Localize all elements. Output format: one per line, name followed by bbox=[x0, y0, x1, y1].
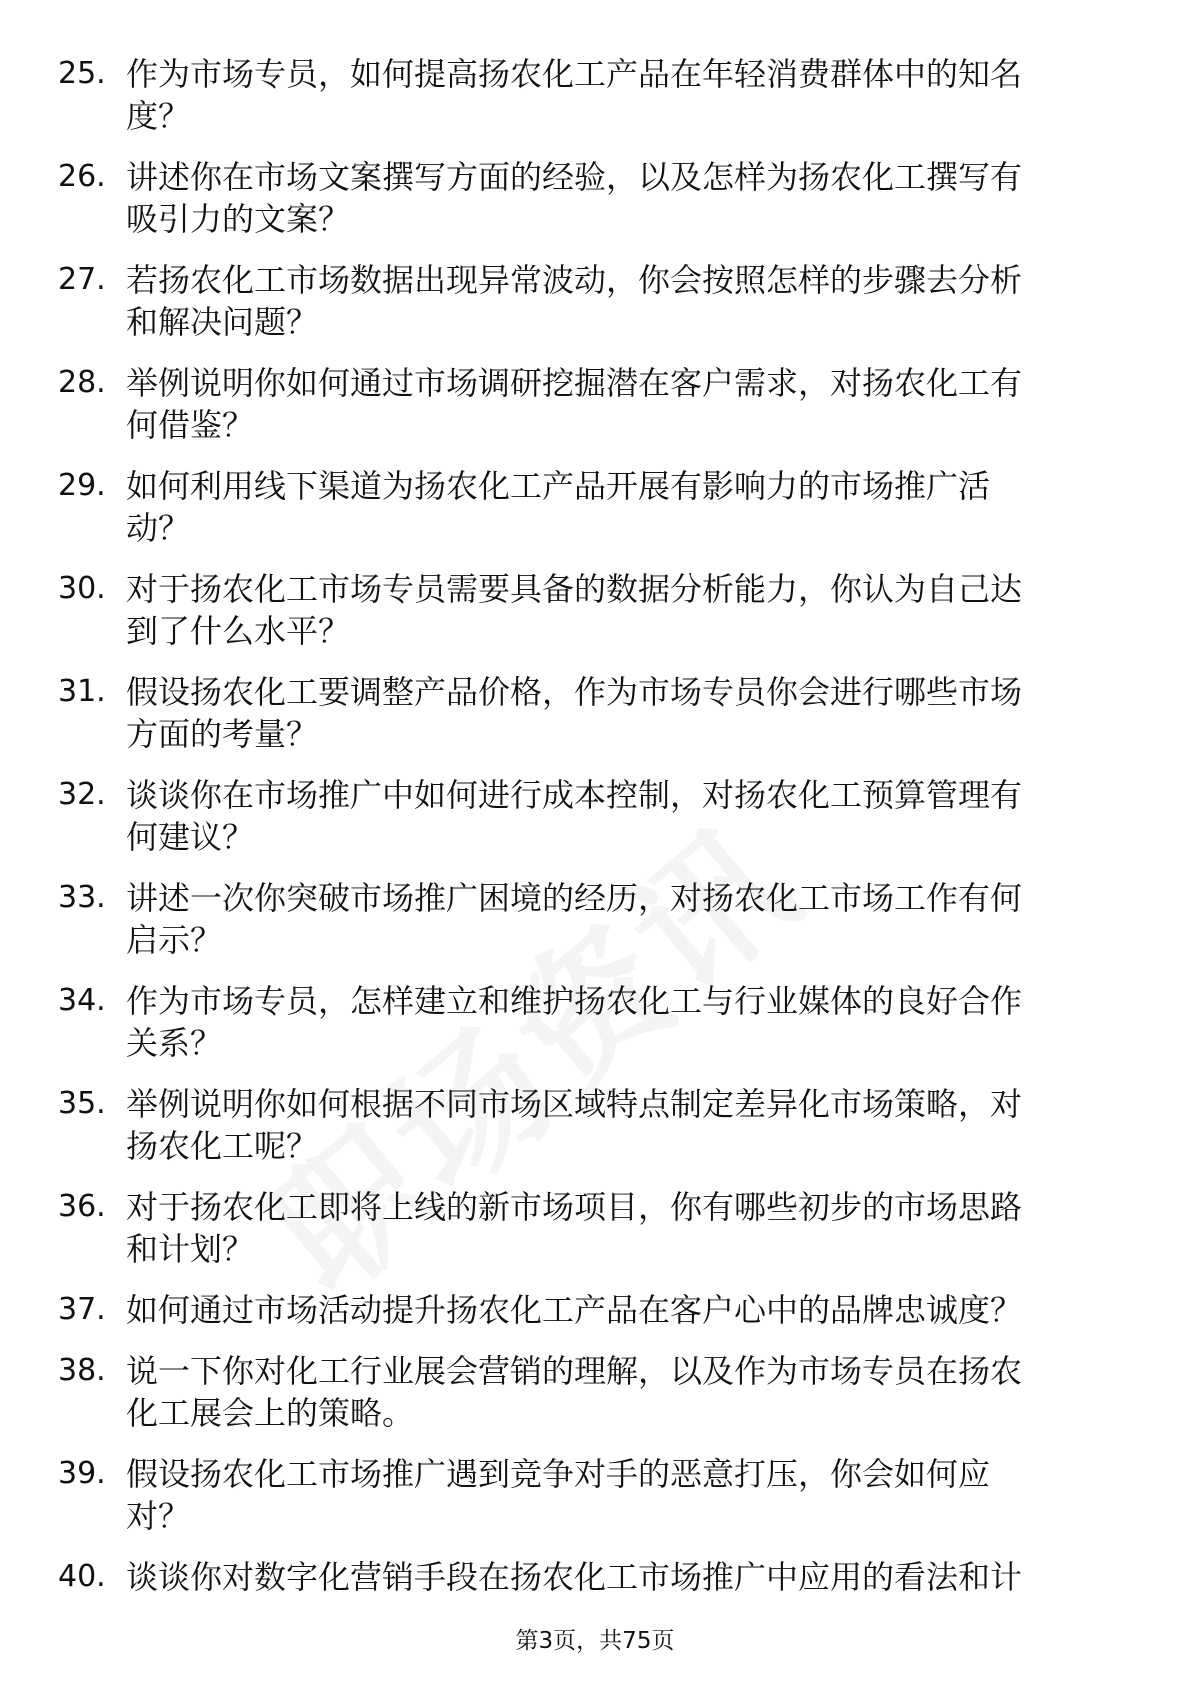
list-item bbox=[0, 1186, 1190, 1289]
question-text bbox=[126, 1350, 1126, 1434]
list-item bbox=[0, 362, 1190, 465]
question-text bbox=[126, 1289, 1126, 1331]
question-line: 和解决问题？ bbox=[126, 303, 319, 341]
list-item bbox=[0, 1083, 1190, 1186]
question-number: 39. bbox=[58, 1456, 106, 1491]
list-item bbox=[0, 465, 1190, 568]
question-text bbox=[126, 1556, 1126, 1598]
question-text bbox=[126, 1186, 1126, 1270]
question-line: 吸引力的文案？ bbox=[126, 200, 351, 238]
question-text bbox=[126, 877, 1126, 961]
question-number: 25. bbox=[58, 56, 106, 91]
question-text bbox=[126, 568, 1126, 652]
question-number: 31. bbox=[58, 674, 106, 709]
list-item bbox=[0, 1556, 1190, 1606]
question-line: 度？ bbox=[126, 97, 191, 135]
list-item bbox=[0, 1350, 1190, 1453]
page-footer bbox=[0, 1626, 1190, 1656]
question-line: 举例说明你如何通过市场调研挖掘潜在客户需求，对扬农化工有 bbox=[126, 364, 1023, 402]
question-line: 如何利用线下渠道为扬农化工产品开展有影响力的市场推广活 bbox=[126, 467, 991, 505]
question-line: 作为市场专员，怎样建立和维护扬农化工与行业媒体的良好合作 bbox=[126, 982, 1023, 1020]
list-item bbox=[0, 259, 1190, 362]
question-line: 若扬农化工市场数据出现异常波动，你会按照怎样的步骤去分析 bbox=[126, 261, 1023, 299]
list-item bbox=[0, 156, 1190, 259]
list-item bbox=[0, 53, 1190, 156]
question-line: 方面的考量？ bbox=[126, 715, 319, 753]
question-number: 38. bbox=[58, 1353, 106, 1388]
question-line: 何建议？ bbox=[126, 818, 255, 856]
question-line: 动？ bbox=[126, 509, 191, 547]
question-line: 到了什么水平？ bbox=[126, 612, 351, 650]
list-item bbox=[0, 980, 1190, 1083]
question-number: 34. bbox=[58, 983, 106, 1018]
question-number: 29. bbox=[58, 468, 106, 503]
question-text bbox=[126, 1453, 1126, 1537]
list-item bbox=[0, 1289, 1190, 1350]
question-line: 谈谈你对数字化营销手段在扬农化工市场推广中应用的看法和计 bbox=[126, 1558, 1023, 1596]
question-line: 启示？ bbox=[126, 921, 223, 959]
question-text bbox=[126, 980, 1126, 1064]
list-item bbox=[0, 671, 1190, 774]
question-line: 化工展会上的策略。 bbox=[126, 1394, 415, 1432]
question-number: 28. bbox=[58, 365, 106, 400]
question-number: 35. bbox=[58, 1086, 106, 1121]
list-item bbox=[0, 877, 1190, 980]
question-text bbox=[126, 156, 1126, 240]
question-number: 40. bbox=[58, 1559, 106, 1594]
list-item bbox=[0, 568, 1190, 671]
question-number: 26. bbox=[58, 159, 106, 194]
question-text bbox=[126, 362, 1126, 446]
page-number-label: 第3页，共75页 bbox=[515, 1628, 675, 1654]
question-line: 如何通过市场活动提升扬农化工产品在客户心中的品牌忠诚度？ bbox=[126, 1291, 1023, 1329]
question-line: 作为市场专员，如何提高扬农化工产品在年轻消费群体中的知名 bbox=[126, 55, 1023, 93]
question-line: 对于扬农化工市场专员需要具备的数据分析能力，你认为自己达 bbox=[126, 570, 1023, 608]
question-text bbox=[126, 53, 1126, 137]
question-line: 说一下你对化工行业展会营销的理解，以及作为市场专员在扬农 bbox=[126, 1352, 1023, 1390]
question-number: 37. bbox=[58, 1292, 106, 1327]
question-line: 关系？ bbox=[126, 1024, 223, 1062]
question-line: 和计划？ bbox=[126, 1230, 255, 1268]
question-text bbox=[126, 259, 1126, 343]
question-number: 32. bbox=[58, 777, 106, 812]
question-text bbox=[126, 671, 1126, 755]
question-line: 讲述你在市场文案撰写方面的经验，以及怎样为扬农化工撰写有 bbox=[126, 158, 1023, 196]
list-item bbox=[0, 774, 1190, 877]
question-text bbox=[126, 774, 1126, 858]
question-number: 33. bbox=[58, 880, 106, 915]
question-text bbox=[126, 465, 1126, 549]
question-number: 30. bbox=[58, 571, 106, 606]
question-line: 假设扬农化工市场推广遇到竞争对手的恶意打压，你会如何应 bbox=[126, 1455, 991, 1493]
question-line: 对于扬农化工即将上线的新市场项目，你有哪些初步的市场思路 bbox=[126, 1188, 1023, 1226]
question-line: 举例说明你如何根据不同市场区域特点制定差异化市场策略，对 bbox=[126, 1085, 1023, 1123]
question-text bbox=[126, 1083, 1126, 1167]
question-line: 谈谈你在市场推广中如何进行成本控制，对扬农化工预算管理有 bbox=[126, 776, 1023, 814]
question-line: 假设扬农化工要调整产品价格，作为市场专员你会进行哪些市场 bbox=[126, 673, 1023, 711]
question-number: 27. bbox=[58, 262, 106, 297]
question-line: 何借鉴？ bbox=[126, 406, 255, 444]
question-list bbox=[0, 53, 1190, 1606]
question-line: 扬农化工呢？ bbox=[126, 1127, 319, 1165]
list-item bbox=[0, 1453, 1190, 1556]
question-line: 讲述一次你突破市场推广困境的经历，对扬农化工市场工作有何 bbox=[126, 879, 1023, 917]
question-number: 36. bbox=[58, 1189, 106, 1224]
question-line: 对？ bbox=[126, 1497, 191, 1535]
